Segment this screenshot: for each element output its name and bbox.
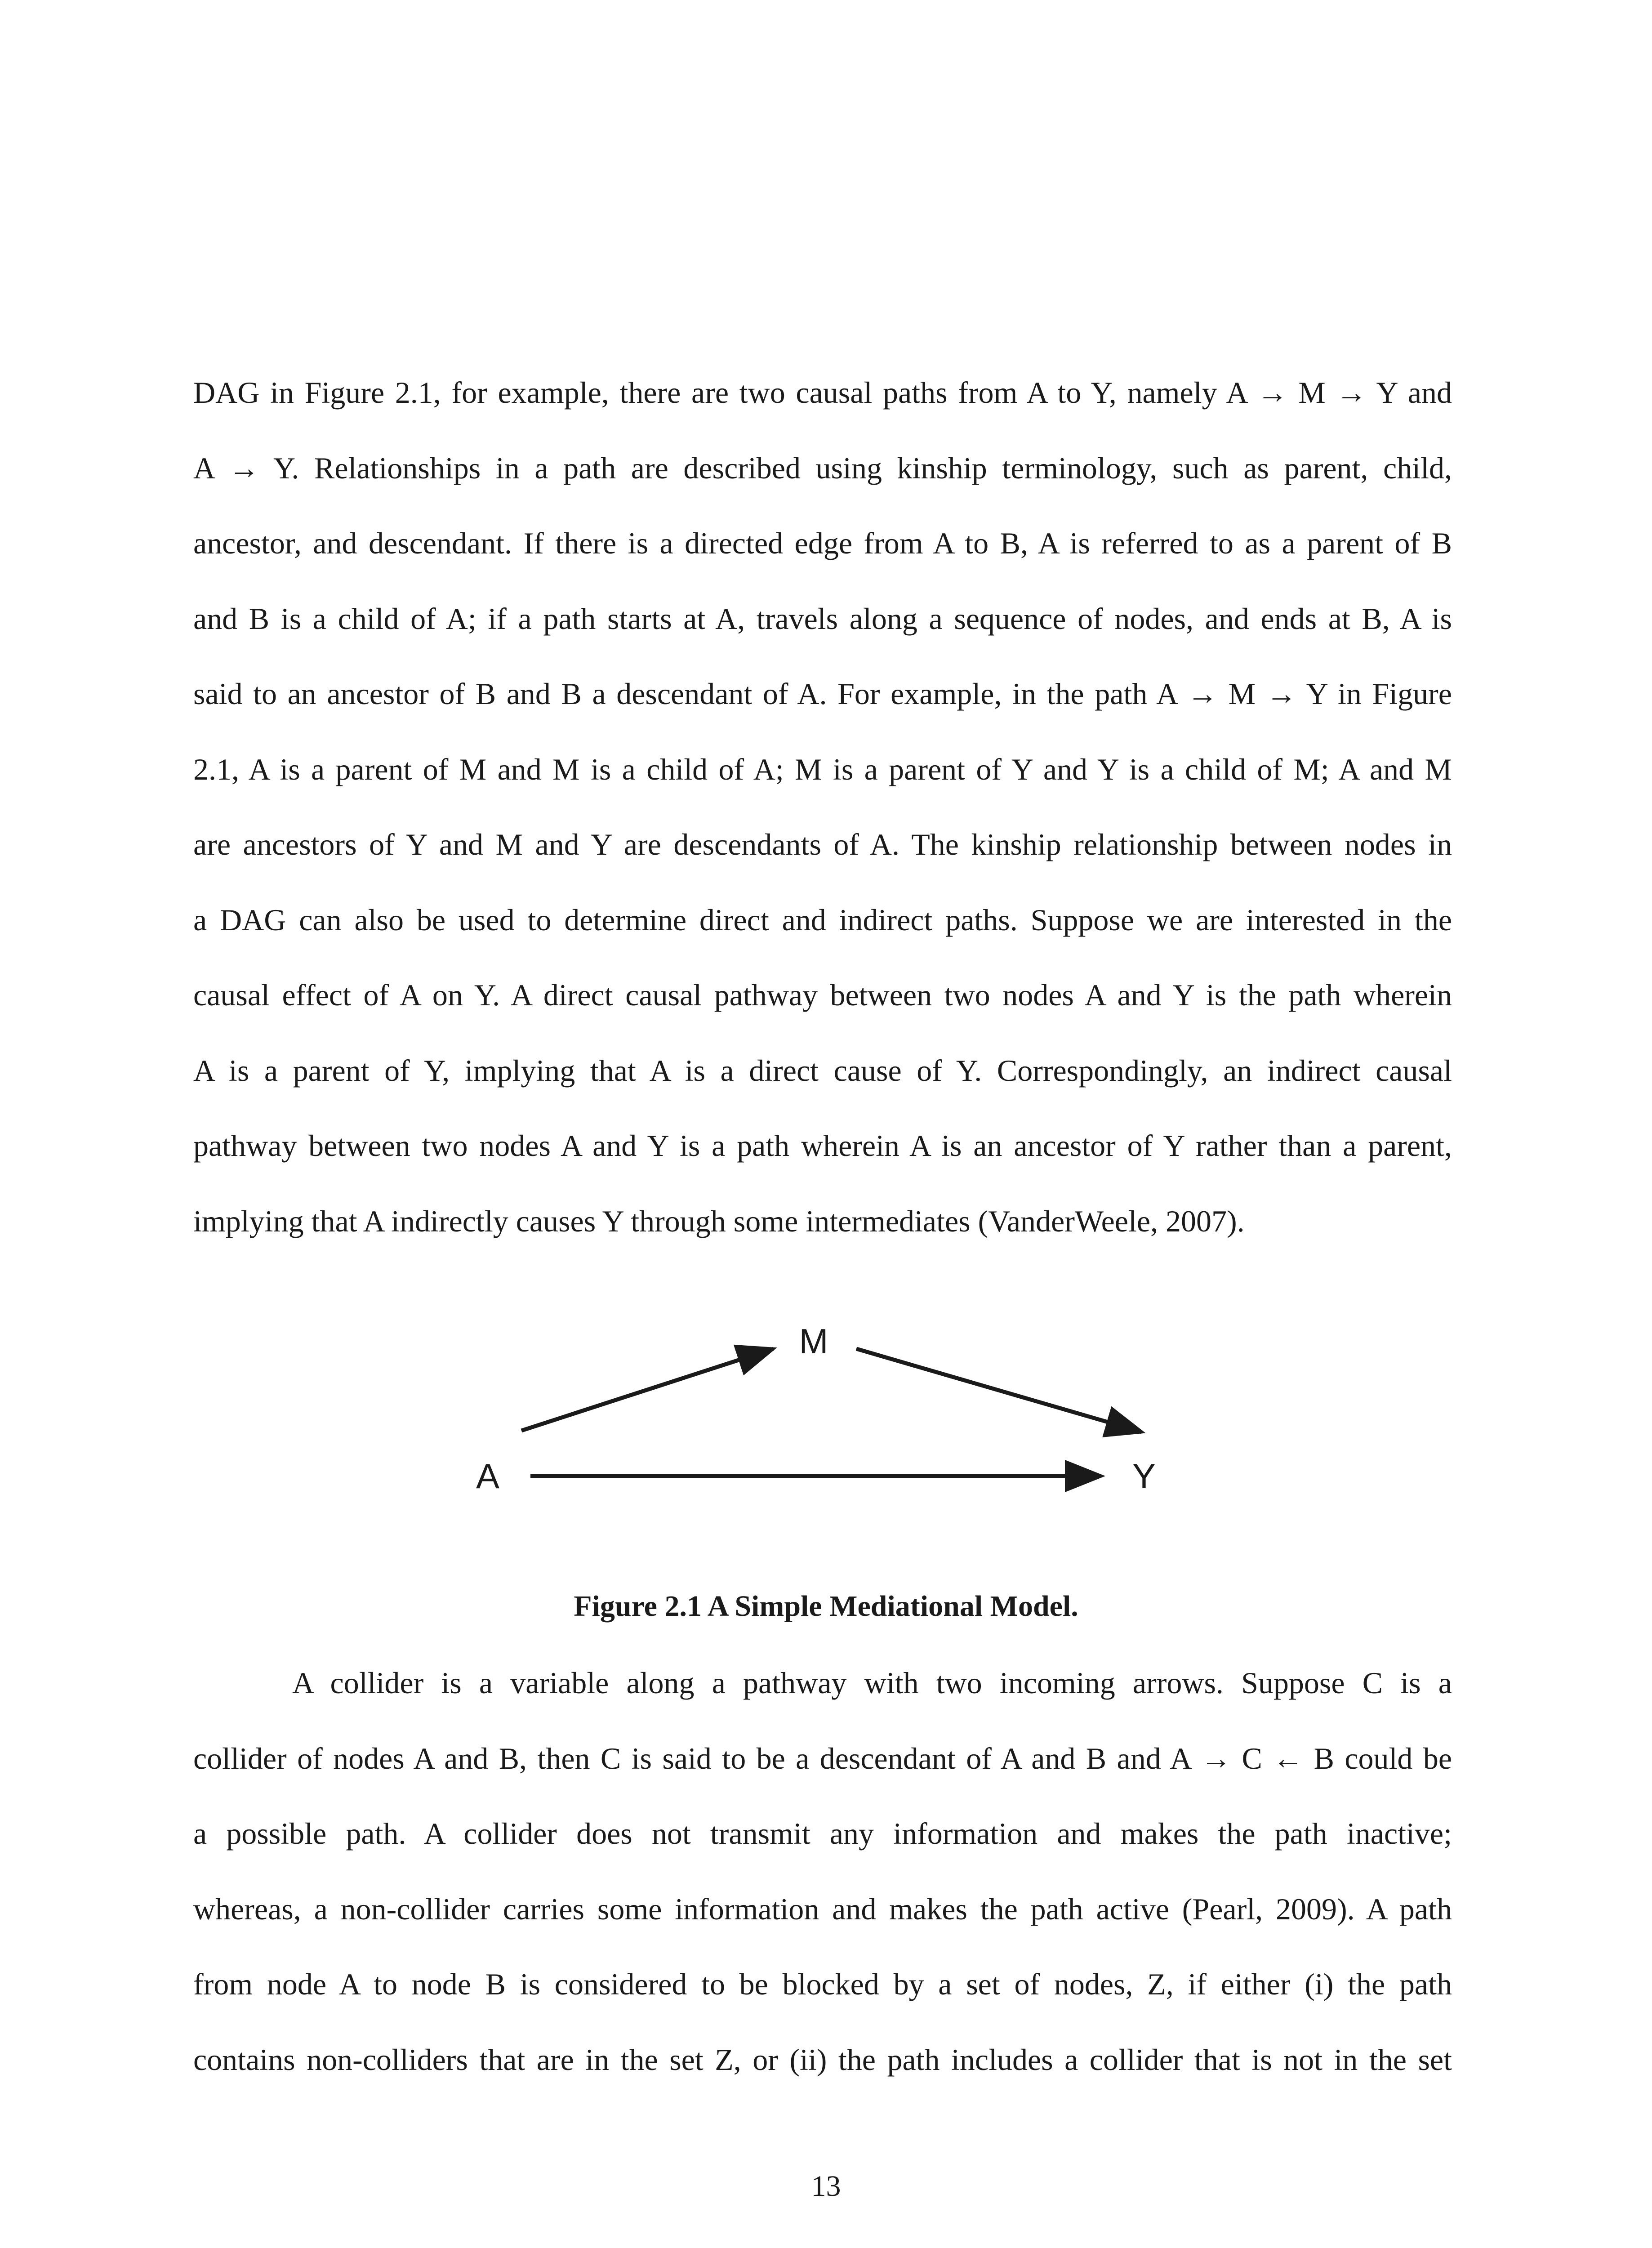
text-line: a possible path. A collider does not transmit any information and makes the path inactive; <box>193 1816 1452 1851</box>
text-line: said to an ancestor of B and B a descendant of A. For example, in the path A → M → Y in Figure <box>193 677 1452 711</box>
text-line: implying that A indirectly causes Y through some intermediates (VanderWeele, 2007). <box>193 1204 1245 1238</box>
text-line: A is a parent of Y, implying that A is a direct cause of Y. Correspondingly, an indirect causal <box>193 1053 1452 1088</box>
body-paragraph-2 <box>193 1646 1452 2097</box>
text-line: and B is a child of A; if a path starts at A, travels along a sequence of nodes, and ends at B, A is <box>193 601 1452 636</box>
text-line: pathway between two nodes A and Y is a path wherein A is an ancestor of Y rather than a parent, <box>193 1128 1452 1163</box>
diagram-canvas <box>0 1304 1652 1529</box>
text-line: ancestor, and descendant. If there is a directed edge from A to B, A is referred to as a parent of B <box>193 526 1452 560</box>
text-line: collider of nodes A and B, then C is said to be a descendant of A and B and A → C ← B could be <box>193 1741 1452 1775</box>
node-m-label: M <box>799 1321 828 1361</box>
text-line: whereas, a non-collider carries some information and makes the path active (Pearl, 2009). A path <box>193 1891 1452 1926</box>
node-y-label: Y <box>1132 1456 1156 1496</box>
edge-a-to-m <box>521 1349 773 1431</box>
text-line: A collider is a variable along a pathway with two incoming arrows. Suppose C is a <box>292 1666 1452 1700</box>
text-line: contains non-colliders that are in the set Z, or (ii) the path includes a collider that is not in the set <box>193 2042 1452 2077</box>
edge-m-to-y <box>856 1349 1142 1432</box>
text-line: from node A to node B is considered to be blocked by a set of nodes, Z, if either (i) the path <box>193 1967 1452 2001</box>
text-line: A → Y. Relationships in a path are described using kinship terminology, such as parent, child, <box>193 450 1452 485</box>
figure-caption: Figure 2.1 A Simple Mediational Model. <box>574 1590 1078 1623</box>
text-line: are ancestors of Y and M and Y are descendants of A. The kinship relationship between nodes in <box>193 827 1452 861</box>
text-line: DAG in Figure 2.1, for example, there are two causal paths from A to Y, namely A → M → Y and <box>193 375 1452 410</box>
text-line: a DAG can also be used to determine direct and indirect paths. Suppose we are interested in the <box>193 902 1452 937</box>
mediation-diagram <box>0 1304 1652 1529</box>
body-paragraph-1 <box>193 355 1452 1259</box>
text-line: 2.1, A is a parent of M and M is a child of A; M is a parent of Y and Y is a child of M; A and M <box>193 752 1452 786</box>
text-line: causal effect of A on Y. A direct causal pathway between two nodes A and Y is the path wherein <box>193 978 1452 1012</box>
page-number: 13 <box>811 2170 841 2203</box>
node-a-label: A <box>476 1456 500 1496</box>
